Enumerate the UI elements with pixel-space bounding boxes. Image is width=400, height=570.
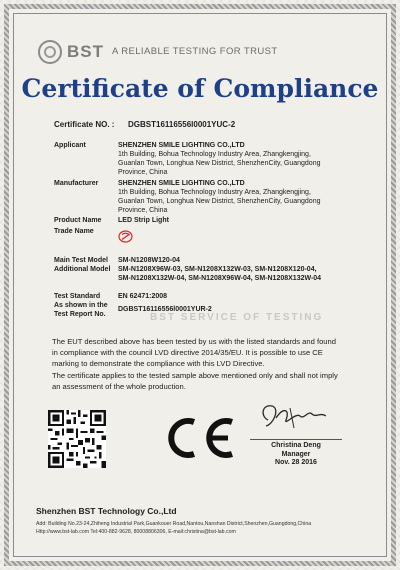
statement-line5: an assessment of the whole production. bbox=[52, 381, 186, 391]
trade-name-logo-icon bbox=[118, 230, 133, 243]
report-label-line2: Test Report No. bbox=[54, 311, 106, 318]
test-standard-value: EN 62471:2008 bbox=[118, 293, 168, 300]
applicant-label: Applicant bbox=[54, 142, 86, 149]
manufacturer-name: SHENZHEN SMILE LIGHTING CO.,LTD bbox=[118, 180, 245, 187]
issuer-company-name: Shenzhen BST Technology Co.,Ltd bbox=[36, 506, 177, 516]
signature-icon bbox=[250, 398, 342, 434]
background-watermark: BST SERVICE OF TESTING bbox=[150, 312, 324, 323]
certificate-number-label: Certificate NO. : bbox=[54, 120, 115, 129]
bst-logo-icon bbox=[38, 40, 62, 64]
report-label-line1: As shown in the bbox=[54, 302, 108, 309]
bst-logo-text: BST bbox=[67, 42, 104, 61]
applicant-name: SHENZHEN SMILE LIGHTING CO.,LTD bbox=[118, 142, 245, 149]
manufacturer-label: Manufacturer bbox=[54, 180, 99, 187]
statement-line4: The certificate applies to the tested sample above mentioned only and shall not imply bbox=[52, 370, 338, 380]
test-standard-label: Test Standard bbox=[54, 293, 101, 300]
applicant-address-line1: 1th Building, Bohua Technology Industry Area, Zhangkengjing, bbox=[118, 151, 311, 158]
applicant-address-line3: Province, China bbox=[118, 169, 168, 176]
signatory-block bbox=[250, 442, 342, 468]
additional-model-line2: SM-N1208X132W-04, SM-N1208X96W-04, SM-N1208X132W-04 bbox=[118, 275, 322, 282]
product-name-value: LED Strip Light bbox=[118, 217, 169, 224]
trade-name-label: Trade Name bbox=[54, 228, 94, 235]
manufacturer-address-line2: Guanlan Town, Longhua New District, ShenzhenCity, Guangdong bbox=[118, 198, 321, 205]
applicant-address-line2: Guanlan Town, Longhua New District, ShenzhenCity, Guangdong bbox=[118, 160, 321, 167]
issuer-address-line1: Add: Building No.23-24,Zhiheng Industrial Park,Guankouer Road,Nantou,Nanshan District,Shenzhen,Guangdong,China bbox=[36, 521, 312, 527]
additional-model-label: Additional Model bbox=[54, 266, 111, 273]
issue-date: Nov. 28 2016 bbox=[275, 459, 317, 466]
report-number-value: DGBST16116556l0001YUR-2 bbox=[118, 306, 212, 313]
compliance-statement bbox=[52, 336, 352, 392]
certificate-number-value: DGBST16116556l0001YUC-2 bbox=[128, 120, 236, 129]
issuer-contact-line: Http://www.bst-lab.com Tel:400-882-9628, 80008806306, E-mail:christina@bst-lab.com bbox=[36, 528, 236, 535]
statement-line2: in compliance with the council LVD directive 2014/35/EU. It is possible to use CE bbox=[52, 348, 323, 358]
main-test-model-value: SM-N1208W120-04 bbox=[118, 257, 180, 264]
additional-model-line1: SM-N1208X96W-03, SM-N1208X132W-03, SM-N1208X120-04, bbox=[118, 266, 317, 273]
ce-mark-icon bbox=[160, 414, 240, 462]
qr-code-icon bbox=[48, 410, 106, 468]
statement-line3: marking to demonstrate the compliance with this LVD Directive. bbox=[52, 359, 265, 369]
manufacturer-address-line3: Province, China bbox=[118, 207, 168, 214]
signature-line bbox=[250, 439, 342, 440]
statement-line1: The EUT described above has been tested by us with the listed standards and found bbox=[52, 337, 336, 346]
signatory-title: Manager bbox=[281, 450, 311, 458]
certificate-title: Certificate of Compliance bbox=[21, 74, 379, 103]
product-name-label: Product Name bbox=[54, 217, 102, 224]
manufacturer-address-line1: 1th Building, Bohua Technology Industry Area, Zhangkengjing, bbox=[118, 189, 311, 196]
logo-tagline: A RELIABLE TESTING FOR TRUST bbox=[112, 46, 278, 57]
signatory-name: Christina Deng bbox=[271, 442, 321, 449]
issuer-address bbox=[36, 521, 366, 537]
main-test-model-label: Main Test Model bbox=[54, 257, 108, 264]
